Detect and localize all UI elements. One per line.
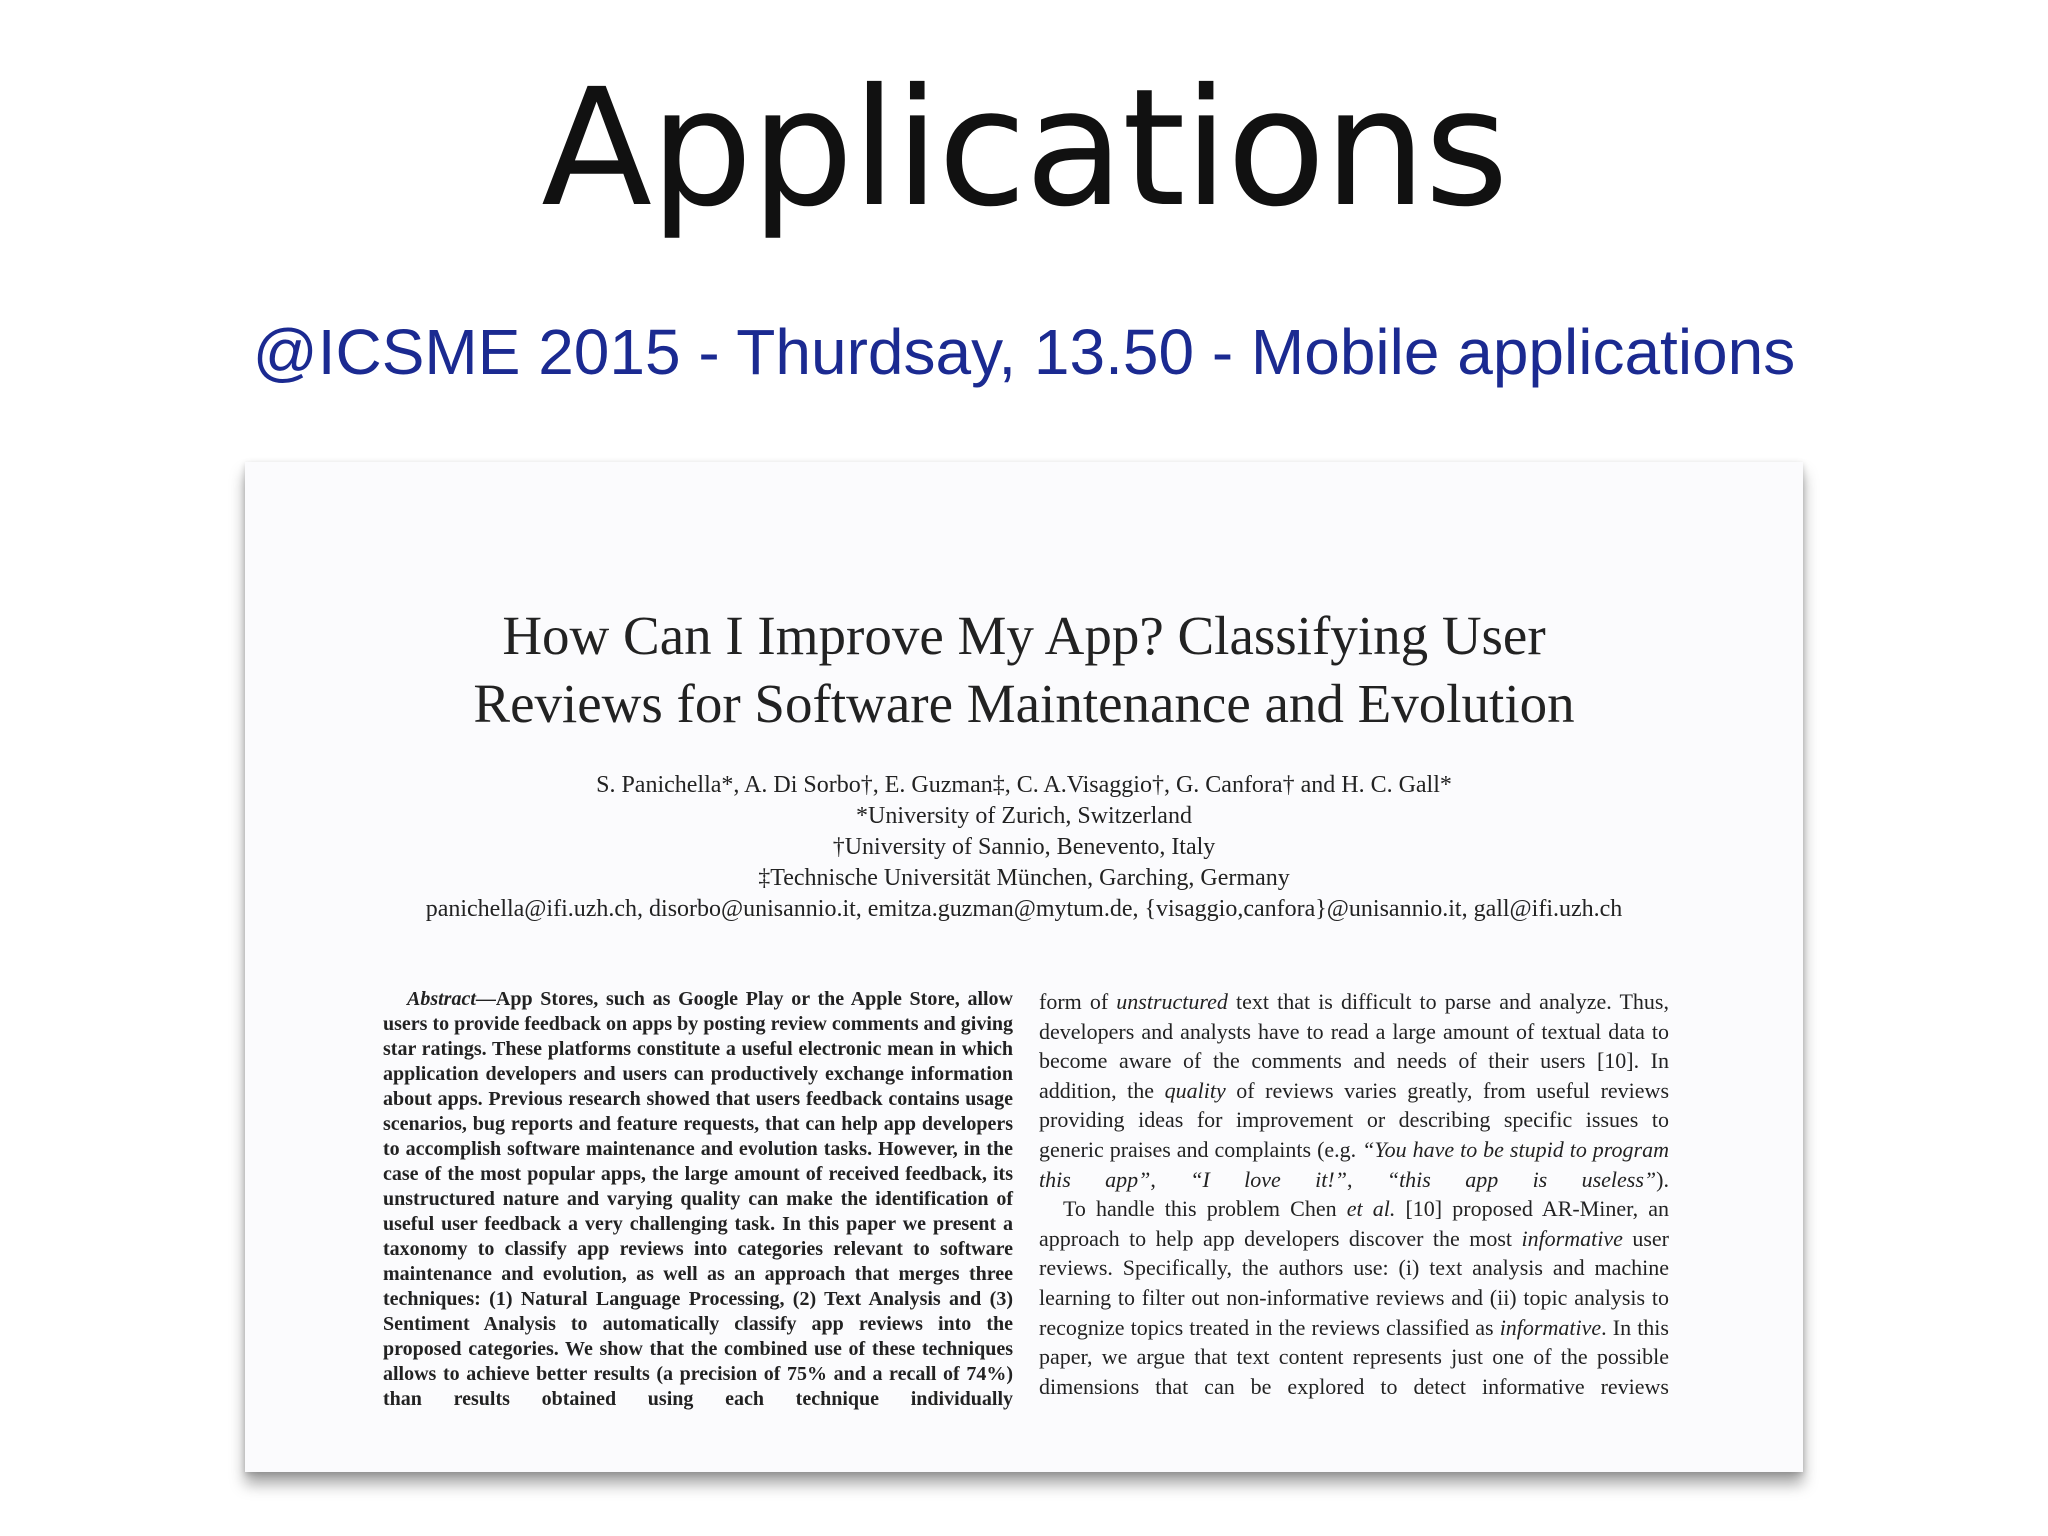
paper-screenshot bbox=[245, 462, 1803, 1472]
paper-title-line-2: Reviews for Software Maintenance and Evolution bbox=[473, 673, 1575, 734]
body-emphasis: “You have to be stupid to program this app” bbox=[1039, 1136, 1669, 1192]
paper-authors-block bbox=[245, 770, 1803, 925]
body-paragraph-1 bbox=[1039, 987, 1669, 1194]
affiliation-zurich: *University of Zurich, Switzerland bbox=[856, 803, 1192, 829]
body-text: of reviews varies greatly, from useful reviews providing ideas for improvement or describing specific issues to generic praises and complaints (e.g. bbox=[1039, 1077, 1670, 1162]
abstract-paragraph bbox=[383, 987, 1013, 1412]
body-column bbox=[1039, 987, 1669, 1401]
body-paragraph-2 bbox=[1039, 1194, 1669, 1401]
body-emphasis: et al. bbox=[1346, 1196, 1396, 1222]
paper-title-line-1: How Can I Improve My App? Classifying User bbox=[502, 605, 1546, 666]
body-text: , bbox=[1346, 1166, 1387, 1192]
body-emphasis: informative bbox=[1521, 1225, 1623, 1251]
body-text: text that is difficult to parse and analyze. Thus, developers and analysts have to read a large amount of textual data to become aware of the comments and needs of their users [10]. In addition, the bbox=[1039, 989, 1669, 1103]
author-emails: panichella@ifi.uzh.ch, disorbo@unisannio.it, emitza.guzman@mytum.de, {visaggio,canfora}@unisannio.it, gall@ifi.uzh.ch bbox=[425, 896, 1623, 922]
affiliation-sannio: †University of Sannio, Benevento, Italy bbox=[832, 834, 1216, 860]
body-text: [10] proposed AR-Miner, an approach to help app developers discover the most bbox=[1039, 1196, 1669, 1251]
body-text: user reviews. Specifically, the authors use: (i) text analysis and machine learning to filter out non-informative reviews and (ii) topic analysis to recognize topics treated in the reviews classified as bbox=[1039, 1225, 1669, 1340]
paper-title bbox=[245, 602, 1803, 738]
body-emphasis: “I love it!” bbox=[1190, 1166, 1347, 1192]
affiliation-tum: ‡Technische Universität München, Garching, Germany bbox=[758, 865, 1290, 891]
paper-authors: S. Panichella*, A. Di Sorbo†, E. Guzman‡, C. A.Visaggio†, G. Canfora† and H. C. Gall* bbox=[596, 772, 1452, 798]
body-text: To handle this problem Chen bbox=[1063, 1196, 1347, 1222]
abstract-column bbox=[383, 987, 1013, 1412]
body-text: . In this paper, we argue that text content represents just one of the possible dimensions that can be explored to detect informative reviews bbox=[1039, 1314, 1669, 1399]
body-emphasis: unstructured bbox=[1116, 989, 1228, 1014]
slide-subtitle: @ICSME 2015 - Thurdsay, 13.50 - Mobile applications bbox=[252, 316, 1796, 388]
body-emphasis: informative bbox=[1499, 1314, 1602, 1340]
slide-title: Applications bbox=[541, 55, 1507, 243]
body-text: ). bbox=[1656, 1166, 1669, 1192]
body-text: , bbox=[1150, 1166, 1191, 1192]
abstract-text: —App Stores, such as Google Play or the Apple Store, allow users to provide feedback on apps by posting review comments and giving star ratings. These platforms constitute a useful electronic mean in which application developers and users can productively exchange information about apps. Previous research showed that users feedback contains usage scenarios, bug reports and feature requests, that can help app developers to accomplish software maintenance and evolution tasks. However, in the case of the most popular apps, the large amount of received feedback, its unstructured nature and varying quality can make the identification of useful user feedback a very challenging task. In this paper we present a taxonomy to classify app reviews into categories relevant to software maintenance and evolution, as well as an approach that merges three techniques: (1) Natural Language Processing, (2) Text Analysis and (3) Sentiment Analysis to automatically classify app reviews into the proposed categories. We show that the combined use of these techniques allows to achieve better results (a precision of 75% and a recall of 74%) than results obtained using each technique individually bbox=[383, 988, 1013, 1410]
body-text: form of bbox=[1039, 989, 1117, 1014]
body-emphasis: “this app is useless” bbox=[1386, 1166, 1657, 1192]
abstract-label: Abstract bbox=[407, 988, 476, 1010]
body-emphasis: quality bbox=[1164, 1077, 1226, 1103]
